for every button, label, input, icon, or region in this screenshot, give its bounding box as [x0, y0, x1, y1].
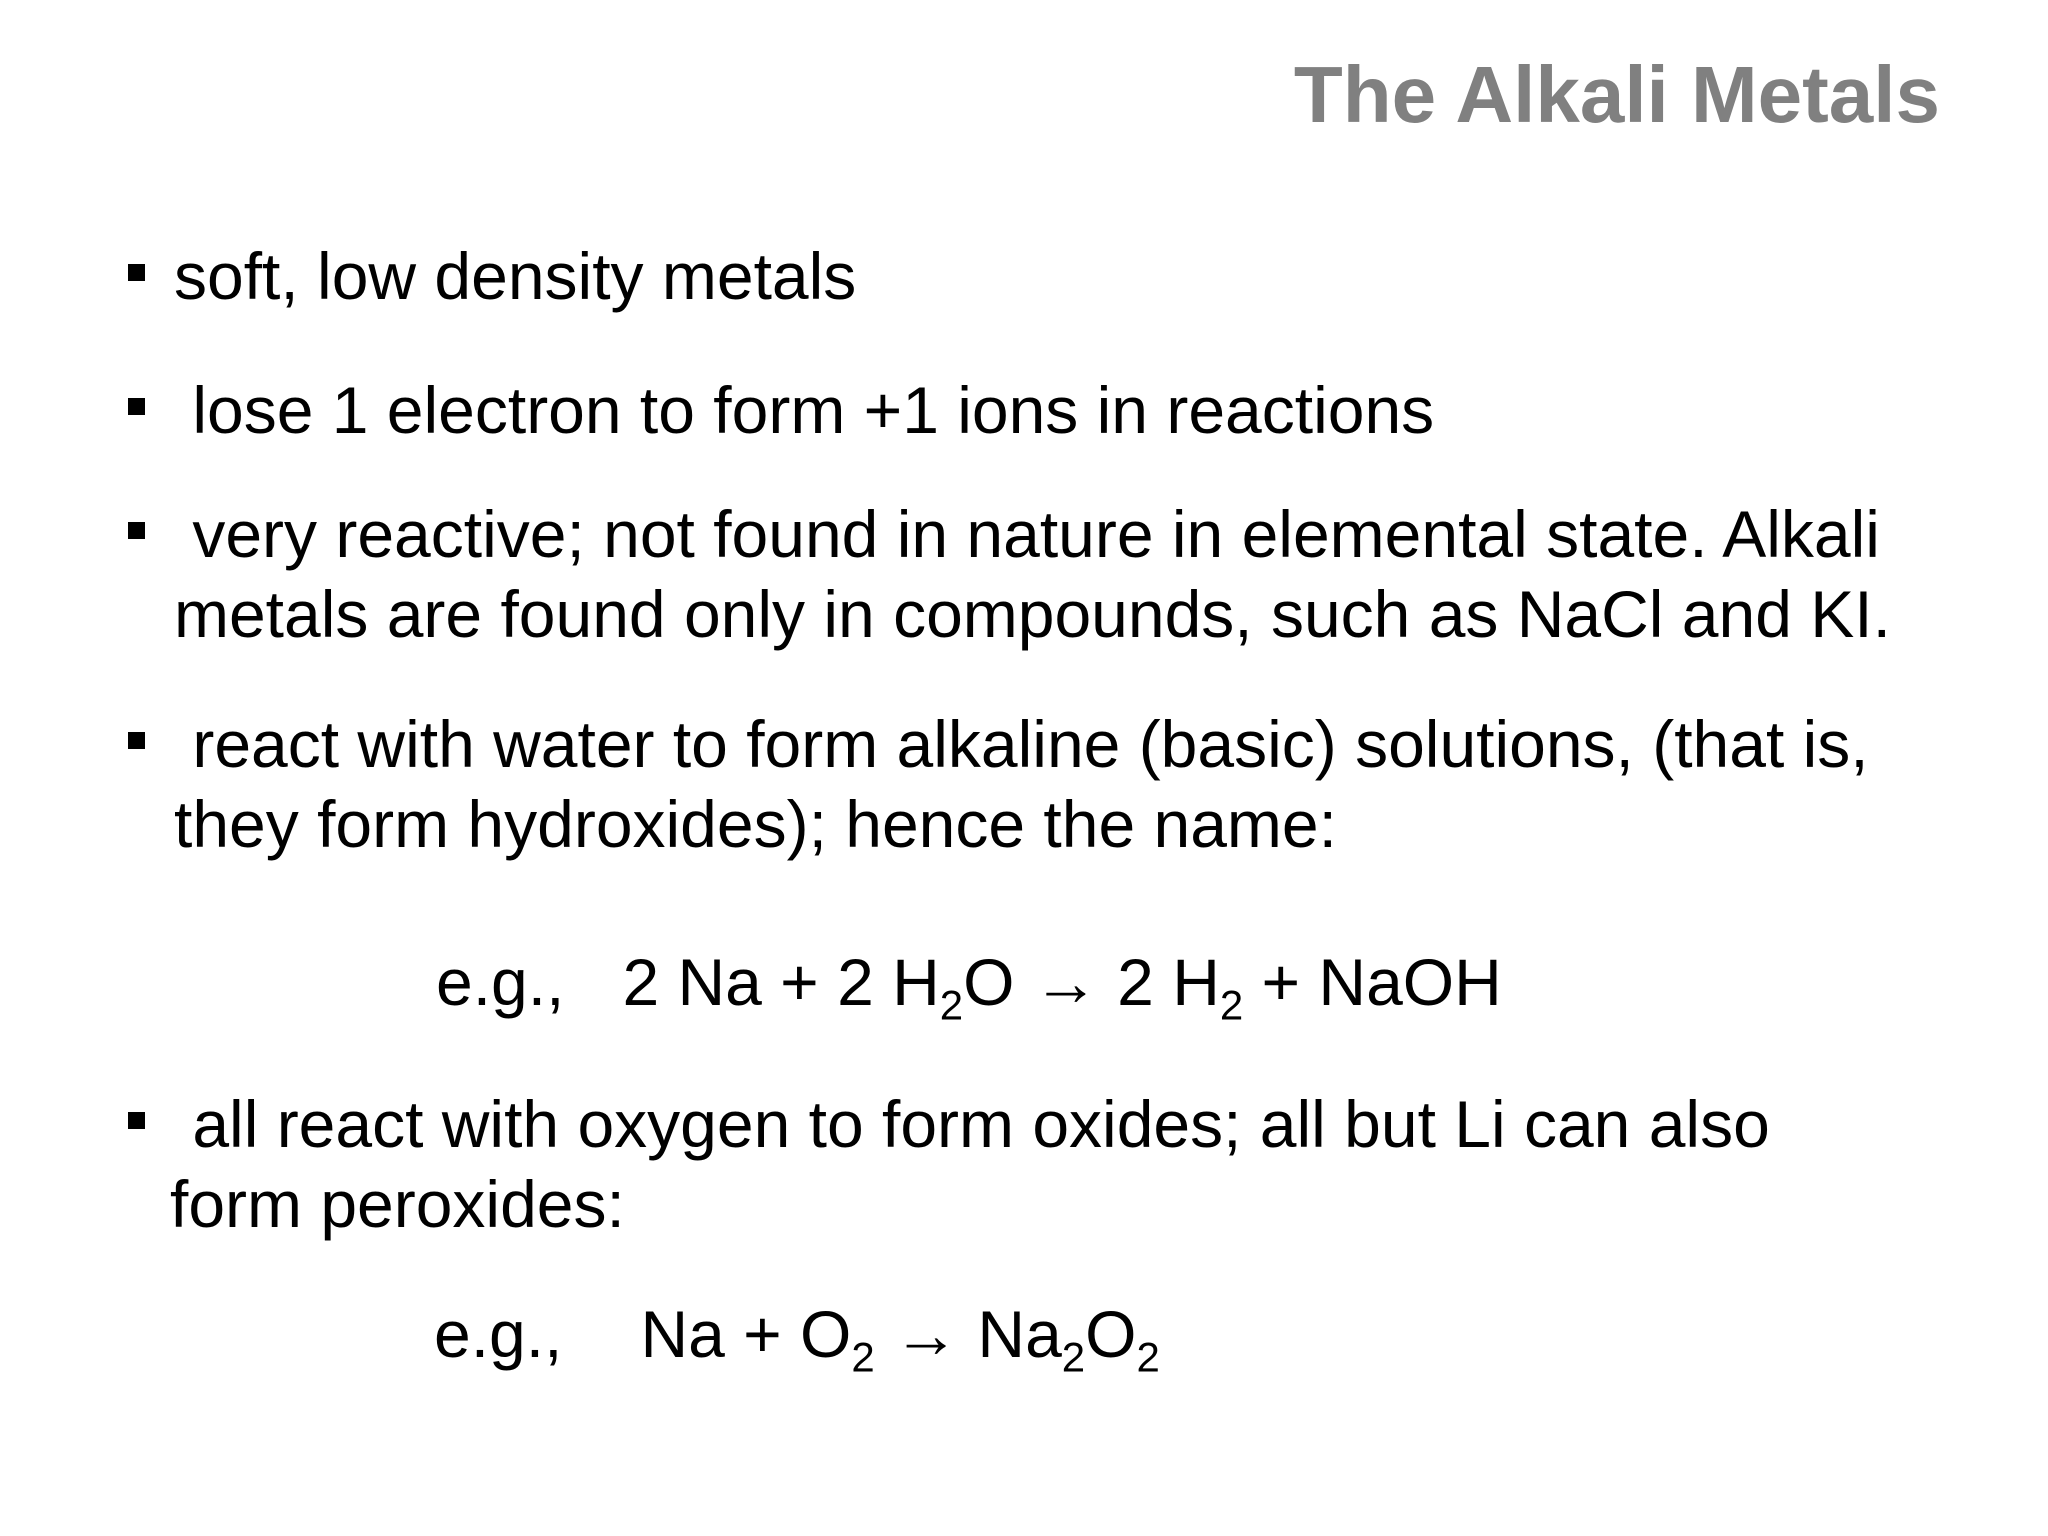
equation-text: + NaOH: [1243, 945, 1502, 1019]
subscript: 2: [1136, 1333, 1160, 1381]
slide-title: The Alkali Metals: [1293, 50, 1940, 139]
bullet-line: all react with oxygen to form oxides; all but Li can also: [174, 1087, 1770, 1161]
bullet-square-icon: [128, 398, 145, 415]
equation-text: O: [1085, 1297, 1137, 1371]
subscript: 2: [1061, 1333, 1086, 1381]
bullet-line: soft, low density metals: [174, 239, 857, 313]
equation-sodium-oxygen: [434, 1292, 1160, 1381]
bullet-line: lose 1 electron to form +1 ions in reactions: [174, 373, 1435, 447]
equation-prefix: e.g.,: [436, 945, 565, 1019]
equation-prefix: e.g.,: [434, 1297, 563, 1371]
equation-text: O → 2 H: [963, 945, 1220, 1019]
subscript: 2: [1219, 981, 1244, 1029]
bullet-line: form peroxides:: [170, 1167, 625, 1241]
equation-text: 2 Na + 2 H: [622, 945, 940, 1019]
equation-text: Na + O: [640, 1297, 852, 1371]
bullet-square-icon: [128, 1112, 145, 1129]
bullet-line: metals are found only in compounds, such as NaCl and KI.: [174, 577, 1891, 651]
bullet-square-icon: [128, 264, 145, 281]
bullet-line: react with water to form alkaline (basic) solutions, (that is,: [174, 707, 1869, 781]
bullet-line: they form hydroxides); hence the name:: [174, 787, 1337, 861]
subscript: 2: [939, 981, 964, 1029]
equation-sodium-water: [436, 940, 1502, 1029]
bullet-line: very reactive; not found in nature in elemental state. Alkali: [174, 497, 1880, 571]
equation-text: → Na: [874, 1297, 1062, 1371]
bullet-square-icon: [128, 732, 145, 749]
bullet-square-icon: [128, 522, 145, 539]
subscript: 2: [851, 1333, 875, 1381]
